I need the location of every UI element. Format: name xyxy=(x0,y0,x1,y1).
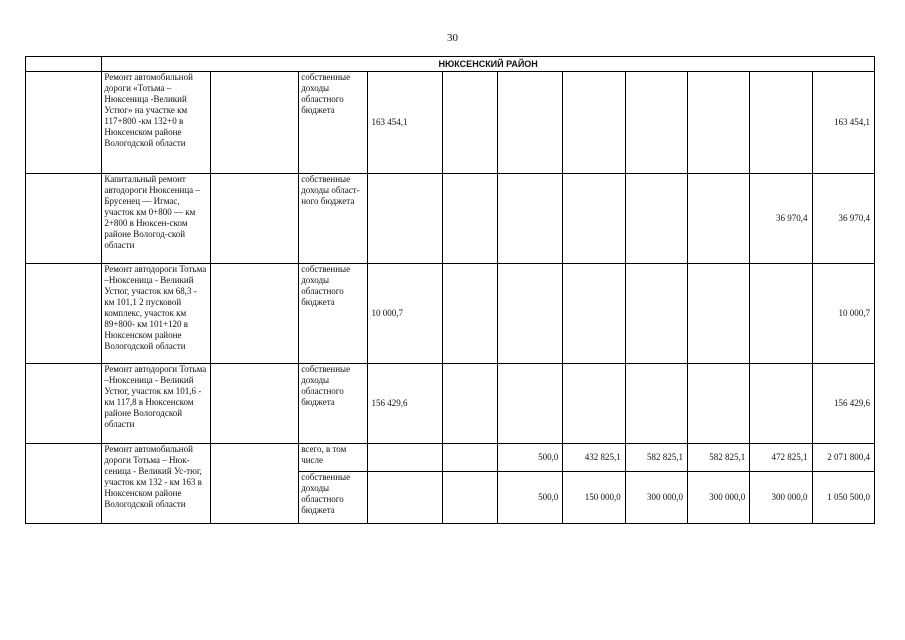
value-cell xyxy=(367,174,442,264)
value-cell: 582 825,1 xyxy=(687,444,749,472)
value-cell xyxy=(563,72,625,174)
value-cell xyxy=(498,174,563,264)
value-cell: 300 000,0 xyxy=(687,472,749,524)
table-row xyxy=(26,72,875,174)
region-title: НЮКСЕНСКИЙ РАЙОН xyxy=(102,57,875,72)
blank-cell xyxy=(26,444,102,524)
value-cell xyxy=(563,264,625,364)
page-number: 30 xyxy=(447,32,458,44)
total-cell: 156 429,6 xyxy=(812,364,874,444)
blank-cell xyxy=(210,444,298,524)
value-cell xyxy=(687,174,749,264)
value-cell xyxy=(498,364,563,444)
value-cell xyxy=(498,264,563,364)
value-cell xyxy=(498,72,563,174)
value-cell: 163 454,1 xyxy=(367,72,442,174)
value-cell xyxy=(442,72,497,174)
work-description: Ремонт автодороги Тотьма –Нюксеница - Великий Устюг, участок км 101,6 - км 117,8 в Нюксенском районе Вологодской области xyxy=(102,364,210,444)
value-cell xyxy=(687,264,749,364)
blank-cell xyxy=(26,72,102,174)
value-cell: 582 825,1 xyxy=(625,444,687,472)
value-cell: 500,0 xyxy=(498,472,563,524)
blank-cell xyxy=(210,364,298,444)
value-cell: 300 000,0 xyxy=(750,472,812,524)
value-cell xyxy=(625,174,687,264)
value-cell xyxy=(750,72,812,174)
value-cell: 150 000,0 xyxy=(563,472,625,524)
total-cell: 10 000,7 xyxy=(812,264,874,364)
funding-source: собственные доходы областного бюджета xyxy=(299,264,367,364)
budget-table xyxy=(25,56,875,524)
value-cell: 500,0 xyxy=(498,444,563,472)
table-row xyxy=(26,174,875,264)
funding-source: всего, в том числе xyxy=(299,444,367,472)
value-cell xyxy=(442,472,497,524)
region-header-row xyxy=(26,57,875,72)
value-cell xyxy=(687,364,749,444)
blank-cell xyxy=(26,174,102,264)
value-cell xyxy=(442,444,497,472)
region-blank-cell xyxy=(26,57,102,72)
blank-cell xyxy=(210,264,298,364)
value-cell: 432 825,1 xyxy=(563,444,625,472)
work-description: Капитальный ремонт автодороги Нюксеница – Брусенец — Игмас, участок км 0+800 — км 2+800 в Нюксен-ском районе Вологод-ской области xyxy=(102,174,210,264)
value-cell xyxy=(367,444,442,472)
value-cell xyxy=(563,364,625,444)
value-cell: 36 970,4 xyxy=(750,174,812,264)
value-cell xyxy=(563,174,625,264)
blank-cell xyxy=(26,264,102,364)
funding-source: собственные доходы областного бюджета xyxy=(299,364,367,444)
blank-cell xyxy=(26,364,102,444)
table-row xyxy=(26,444,875,472)
blank-cell xyxy=(210,174,298,264)
value-cell: 156 429,6 xyxy=(367,364,442,444)
value-cell: 10 000,7 xyxy=(367,264,442,364)
work-description: Ремонт автодороги Тотьма –Нюксеница - Великий Устюг, участок км 68,3 - км 101,1 2 пусковой комплекс, участок км 89+800- км 101+120 в Нюксенском районе Вологодской области xyxy=(102,264,210,364)
funding-source: собственные доходы областного бюджета xyxy=(299,472,367,524)
total-cell: 2 071 800,4 xyxy=(812,444,874,472)
funding-source: собственные доходы областного бюджета xyxy=(299,72,367,174)
total-cell: 163 454,1 xyxy=(812,72,874,174)
total-cell: 36 970,4 xyxy=(812,174,874,264)
value-cell xyxy=(750,364,812,444)
blank-cell xyxy=(210,72,298,174)
value-cell xyxy=(750,264,812,364)
value-cell xyxy=(625,72,687,174)
value-cell xyxy=(442,174,497,264)
work-description: Ремонт автомобильной дороги «Тотьма – Нюксеница -Великий Устюг» на участке км 117+800 -км 132+0 в Нюксенском районе Вологодской области xyxy=(102,72,210,174)
table-row xyxy=(26,264,875,364)
value-cell xyxy=(625,364,687,444)
value-cell xyxy=(442,364,497,444)
table-row xyxy=(26,364,875,444)
value-cell xyxy=(687,72,749,174)
value-cell: 300 000,0 xyxy=(625,472,687,524)
value-cell: 472 825,1 xyxy=(750,444,812,472)
value-cell xyxy=(442,264,497,364)
value-cell xyxy=(625,264,687,364)
total-cell: 1 050 500,0 xyxy=(812,472,874,524)
work-description: Ремонт автомобильной дороги Тотьма – Нюк-сеница - Великий Ус-тюг, участок км 132 - км 163 в Нюксенском районе Вологодской области xyxy=(102,444,210,524)
funding-source: собственные доходы област-ного бюджета xyxy=(299,174,367,264)
value-cell xyxy=(367,472,442,524)
